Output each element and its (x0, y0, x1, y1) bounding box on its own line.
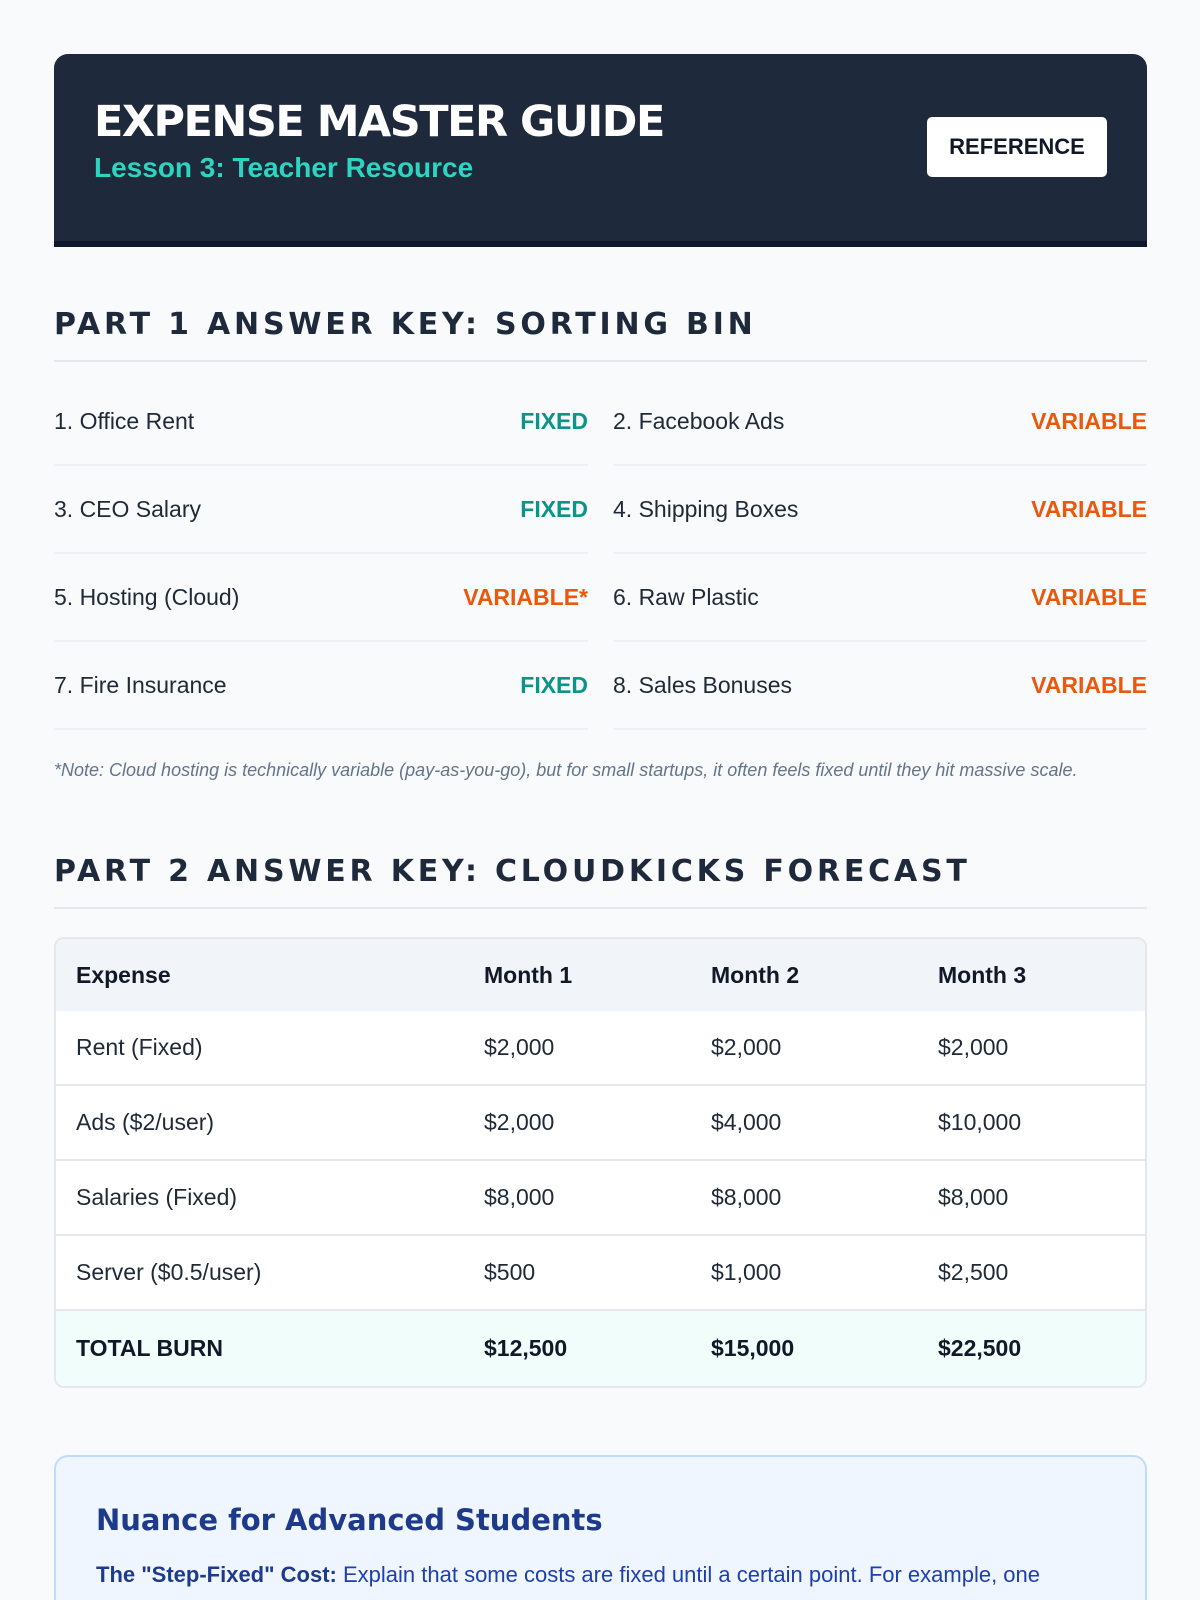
table-header-row (56, 939, 1145, 1011)
part1-title: PART 1 ANSWER KEY: SORTING BIN (54, 307, 1147, 362)
sort-item-category: VARIABLE* (463, 583, 588, 610)
nuance-lead: The "Step-Fixed" Cost: (96, 1562, 337, 1587)
table-cell: $8,000 (711, 1184, 782, 1210)
table-cell: $15,000 (711, 1335, 795, 1361)
sort-item (54, 466, 588, 554)
sort-item-label: 4. Shipping Boxes (613, 495, 799, 522)
sorting-bin-list (54, 378, 1147, 730)
table-cell: $2,500 (938, 1259, 1009, 1285)
table-cell: $22,500 (938, 1335, 1022, 1361)
sort-item-category: FIXED (520, 407, 588, 434)
table-cell: $2,000 (484, 1109, 555, 1135)
table-cell: $2,000 (711, 1034, 782, 1060)
table-cell: $10,000 (938, 1109, 1022, 1135)
sort-item-label: 6. Raw Plastic (613, 583, 759, 610)
table-cell: Ads ($2/user) (76, 1109, 215, 1135)
table-cell: Rent (Fixed) (76, 1034, 203, 1060)
table-cell: $4,000 (711, 1109, 782, 1135)
sort-item-category: FIXED (520, 495, 588, 522)
table-cell: $2,000 (484, 1034, 555, 1060)
sort-item-label: 1. Office Rent (54, 407, 195, 434)
table-cell: Salaries (Fixed) (76, 1184, 238, 1210)
sort-item-category: FIXED (520, 671, 588, 698)
table-cell: $500 (484, 1259, 536, 1285)
sort-item-category: VARIABLE (1031, 407, 1147, 434)
sort-item-category: VARIABLE (1031, 671, 1147, 698)
sort-item (613, 378, 1147, 466)
part2-title: PART 2 ANSWER KEY: CLOUDKICKS FORECAST (54, 854, 1147, 909)
guide-page (54, 54, 1147, 1600)
sort-item (54, 642, 588, 730)
table-cell: $12,500 (484, 1335, 568, 1361)
total-burn-row (56, 1311, 1145, 1386)
table-cell: $2,000 (938, 1034, 1009, 1060)
table-cell: $8,000 (484, 1184, 555, 1210)
reference-badge: REFERENCE (927, 117, 1107, 177)
table-row (56, 1011, 1145, 1086)
nuance-callout (54, 1455, 1147, 1600)
hosting-note: *Note: Cloud hosting is technically variable (pay-as-you-go), but for small startups, it often feels fixed until they hit massive scale. (54, 760, 1078, 780)
forecast-table (54, 937, 1147, 1388)
sort-item (54, 378, 588, 466)
page-title: EXPENSE MASTER GUIDE (94, 97, 664, 147)
sort-item-label: 5. Hosting (Cloud) (54, 583, 240, 610)
nuance-title: Nuance for Advanced Students (96, 1503, 603, 1537)
nuance-body: Explain that some costs are fixed until a certain point. For example, one (336, 1562, 1041, 1587)
sort-item-label: 2. Facebook Ads (613, 407, 785, 434)
table-cell: $1,000 (711, 1259, 782, 1285)
header-banner (54, 54, 1147, 247)
sort-item-category: VARIABLE (1031, 583, 1147, 610)
column-header: Month 1 (484, 961, 573, 988)
column-header: Month 3 (938, 961, 1027, 988)
column-header: Expense (76, 961, 171, 988)
page-subtitle: Lesson 3: Teacher Resource (94, 152, 474, 183)
table-row (56, 1161, 1145, 1236)
sort-item-category: VARIABLE (1031, 495, 1147, 522)
sort-item-label: 7. Fire Insurance (54, 671, 227, 698)
sort-item-label: 8. Sales Bonuses (613, 671, 793, 698)
sort-item (613, 554, 1147, 642)
sort-item (613, 466, 1147, 554)
table-row (56, 1086, 1145, 1161)
nuance-text (96, 1559, 1105, 1591)
sort-item-label: 3. CEO Salary (54, 495, 201, 522)
table-cell: TOTAL BURN (76, 1335, 223, 1361)
table-cell: Server ($0.5/user) (76, 1259, 262, 1285)
table-row (56, 1236, 1145, 1311)
column-header: Month 2 (711, 961, 800, 988)
sort-item (54, 554, 588, 642)
sort-item (613, 642, 1147, 730)
table-cell: $8,000 (938, 1184, 1009, 1210)
